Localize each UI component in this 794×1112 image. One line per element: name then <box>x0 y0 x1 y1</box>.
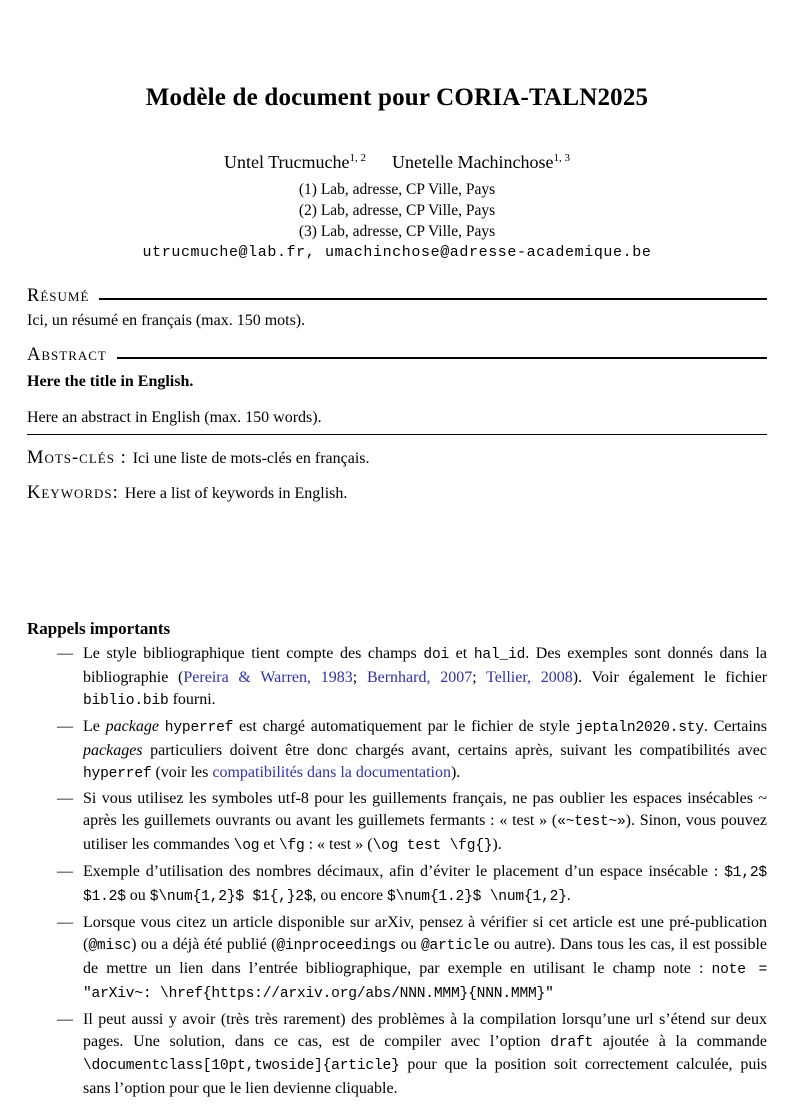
resume-heading <box>27 286 767 307</box>
mono-text: @misc <box>88 937 132 954</box>
mono-text: note = "arXiv~: \href{https://arxiv.org/abs/NNN.MMM}{NNN.MMM}" <box>83 961 768 1002</box>
text-run: ). <box>450 763 461 781</box>
abstract-label: Abstract <box>27 345 107 365</box>
list-item-text <box>83 912 767 1006</box>
list-item <box>27 861 767 909</box>
mono-text: doi <box>423 647 450 663</box>
mono-text: «~test~» <box>557 814 626 831</box>
list-item-text <box>83 861 767 909</box>
motscles-label: Mots-clés : <box>27 448 127 468</box>
list-item <box>27 643 767 713</box>
list-item <box>27 716 767 786</box>
affiliations <box>27 179 767 242</box>
list-item <box>27 788 767 858</box>
text-run: : « test » ( <box>304 836 373 854</box>
text-run: . Des exemples sont donnés dans la bibliographie ( <box>83 645 768 686</box>
mono-text: hyperref <box>164 719 234 736</box>
keywords-text: Here a list of keywords in English. <box>124 485 348 502</box>
text-run: est chargé automatiquement par le fichier de style <box>233 717 576 735</box>
resume-text: Ici, un résumé en français (max. 150 mots). <box>27 312 306 329</box>
abstract-text: Here an abstract in English (max. 150 words). <box>27 407 767 435</box>
author-emails: utrucmuche@lab.fr, umachinchose@adresse-academique.be <box>142 244 652 261</box>
item-dash: — <box>57 790 73 808</box>
text-run: fourni. <box>168 690 216 708</box>
text-run: Il peut aussi y avoir (très très rarement) des problèmes à la compilation lorsqu’une url s’étend sur deux pages. Une solution, dans ce cas, est de compiler avec l’option <box>83 1010 767 1050</box>
mono-text: $\num{1.2}$ \num{1,2} <box>387 889 567 906</box>
text-run: Le style bibliographique tient compte des champs <box>83 645 424 662</box>
mono-text: jeptaln2020.sty <box>575 719 704 736</box>
mono-text: \og <box>233 838 260 855</box>
list-item <box>27 1009 767 1101</box>
motscles-line <box>27 447 767 470</box>
text-run: , ou encore <box>312 887 388 905</box>
mono-text: $1,2$ $1.2$ <box>83 865 767 906</box>
author-2-affil-marks: 1, 3 <box>553 152 570 164</box>
citation-link[interactable]: Tellier, 2008 <box>486 668 573 686</box>
item-dash: — <box>57 645 73 662</box>
mono-text: \og test \fg{} <box>372 838 493 855</box>
citation-link[interactable]: Bernhard, 2007 <box>366 668 473 686</box>
mono-text: \fg <box>278 838 305 855</box>
affiliation-1: (1) Lab, adresse, CP Ville, Pays <box>298 181 496 198</box>
abstract-english-title: Here the title in English. <box>27 373 194 390</box>
author-1-affil-marks: 1, 2 <box>349 152 367 164</box>
affiliation-3: (3) Lab, adresse, CP Ville, Pays <box>298 223 496 240</box>
text-run: ). <box>492 836 502 854</box>
mono-text: \documentclass[10pt,twoside]{article} <box>83 1058 400 1075</box>
text-run: ou autre). Dans tous les cas, il est possible de mettre un lien dans l’entrée bibliographique, par exemple en utilisant le champ note : <box>83 935 767 977</box>
text-run: Si vous utilisez les symboles utf-8 pour les guillements français, ne pas oublier les espaces insécables ~ après les guillemets ouvrants ou avant les guillemets fermants : « test » ( <box>83 790 767 830</box>
mono-text: draft <box>550 1034 594 1051</box>
item-dash: — <box>57 1010 73 1028</box>
text-run: et <box>259 836 279 854</box>
paper-title: Modèle de document pour CORIA-TALN2025 <box>145 84 649 111</box>
authors-line <box>27 152 767 173</box>
keywords-line <box>27 482 767 505</box>
rappels-list <box>27 643 767 1100</box>
doc-link[interactable]: compatibilités dans la documentation <box>212 763 451 781</box>
resume-label: Résumé <box>27 286 90 306</box>
list-item-text <box>83 1009 767 1101</box>
author-1 <box>224 152 366 172</box>
keywords-label: Keywords: <box>27 483 119 503</box>
mono-text: @inproceedings <box>276 937 397 954</box>
resume-rule <box>99 298 767 299</box>
mono-text: @article <box>420 937 490 954</box>
rappels-heading: Rappels importants <box>27 619 171 638</box>
text-run: Exemple d’utilisation des nombres décimaux, afin d’éviter le placement d’un espace insécable : <box>83 863 725 881</box>
list-item-text <box>83 643 767 713</box>
italic-text: packages <box>83 741 143 759</box>
text-run: ) ou a déjà été publié ( <box>131 935 277 953</box>
text-run: . <box>566 887 571 905</box>
citation-link[interactable]: Pereira & Warren, 1983 <box>183 668 353 686</box>
abstract-rule <box>117 357 767 358</box>
author-1-name: Untel Trucmuche <box>224 152 350 172</box>
text-run: ). Voir également le fichier <box>572 668 768 686</box>
text-run: particuliers doivent être donc chargés avant, certains après, suivant les compatibilités avec <box>142 741 767 759</box>
abstract-heading <box>27 345 767 366</box>
list-item <box>27 912 767 1006</box>
italic-text: package <box>105 717 159 735</box>
text-run: pour que la position soit correctement calculée, puis sans l’option pour que le lien devienne cliquable. <box>83 1056 767 1098</box>
text-run: ; <box>472 668 487 686</box>
mono-text: hal_id <box>473 647 526 663</box>
text-run: et <box>449 645 474 662</box>
text-run: ). Sinon, vous pouvez utiliser les commandes <box>83 812 767 854</box>
text-run: ou <box>125 887 150 905</box>
affiliation-2: (2) Lab, adresse, CP Ville, Pays <box>298 202 496 219</box>
text-run: ou <box>396 935 421 953</box>
mono-text: hyperref <box>83 765 152 782</box>
mono-text: $\num{1,2}$ $1{,}2$ <box>149 889 313 906</box>
motscles-text: Ici une liste de mots-clés en français. <box>132 450 370 467</box>
text-run: Lorsque vous citez un article disponible sur arXiv, pensez à vérifier si cet article est une pré-publication ( <box>83 913 767 953</box>
mono-text: biblio.bib <box>83 692 169 709</box>
text-run: (voir les <box>151 763 213 781</box>
text-run: ; <box>352 668 367 686</box>
item-dash: — <box>57 717 73 735</box>
author-2-name: Unetelle Machinchose <box>392 152 554 172</box>
item-dash: — <box>57 863 73 881</box>
item-dash: — <box>57 913 73 931</box>
text-run: . Certains <box>703 717 768 735</box>
text-run: ajoutée à la commande <box>593 1032 767 1050</box>
author-2 <box>392 152 570 172</box>
text-run: Le <box>83 717 106 735</box>
list-item-text <box>83 788 767 858</box>
list-item-text <box>83 716 767 786</box>
